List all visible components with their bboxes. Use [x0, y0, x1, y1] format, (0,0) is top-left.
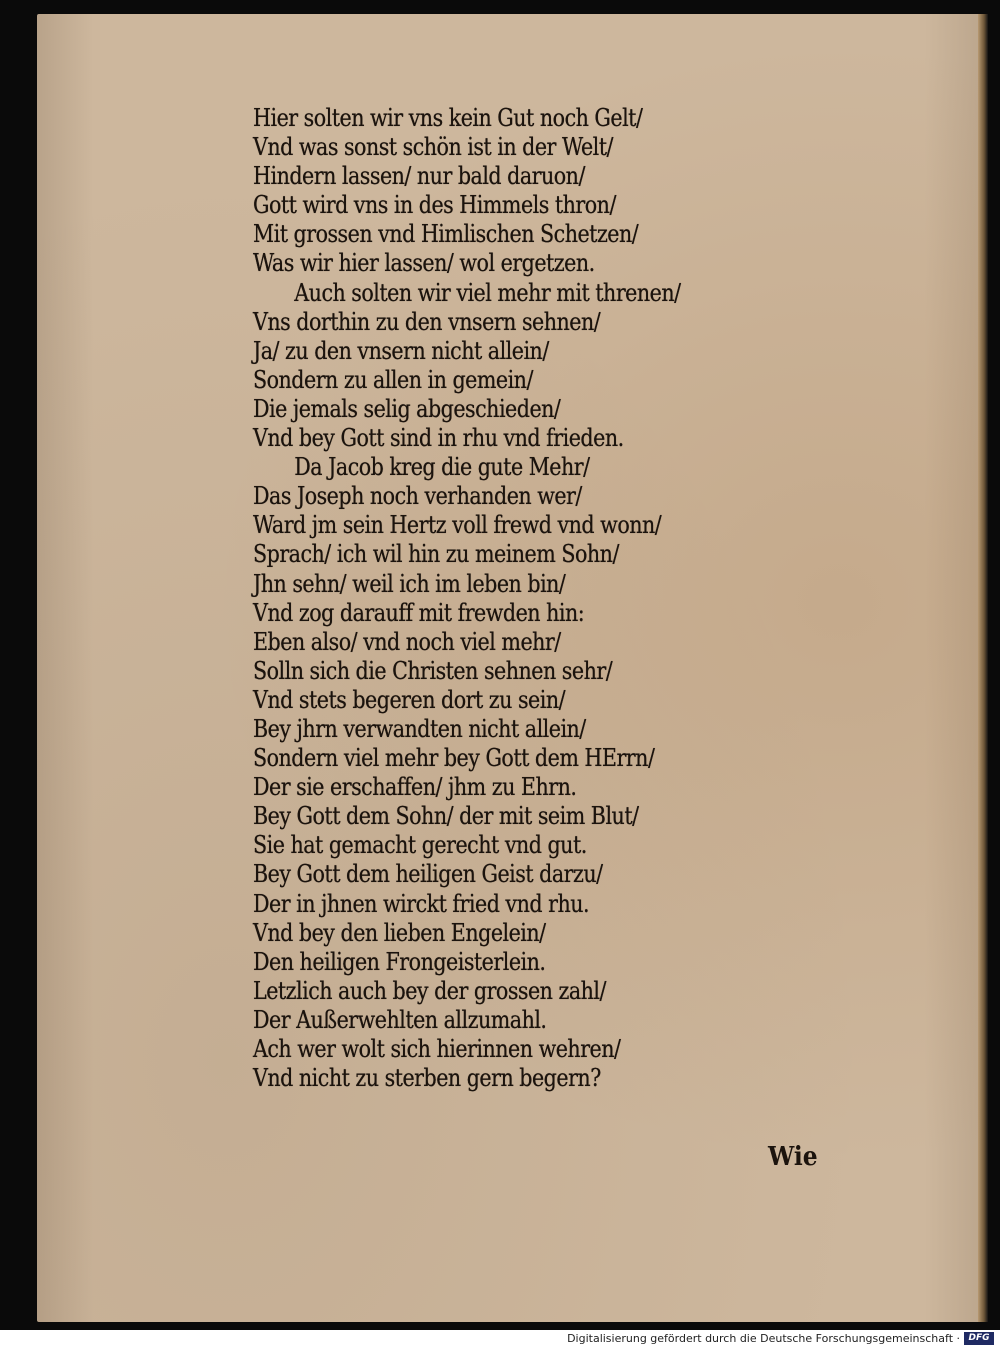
funding-notice: Digitalisierung gefördert durch die Deutsche Forschungsgemeinschaft ·: [567, 1332, 960, 1345]
verse-line: Die jemals selig abgeschieden/: [253, 394, 561, 423]
verse-line: Ach wer wolt sich hierinnen wehren/: [253, 1035, 621, 1063]
verse-line: Vnd zog darauff mit frewden hin:: [253, 598, 585, 627]
verse-line: Da Jacob kreg die gute Mehr/: [294, 453, 590, 482]
verse-line: Letzlich auch bey der grossen zahl/: [253, 976, 606, 1005]
verse-line: Bey jhrn verwandten nicht allein/: [253, 714, 586, 743]
verse-line: Vnd bey den lieben Engelein/: [253, 918, 546, 947]
verse-line: Vnd was sonst schön ist in der Welt/: [253, 133, 613, 162]
verse-line: Ja/ zu den vnsern nicht allein/: [253, 336, 549, 365]
verse-line: Was wir hier lassen/ wol ergetzen.: [253, 249, 595, 278]
verse-line: Gott wird vns in des Himmels thron/: [253, 191, 616, 220]
verse-line: Sondern viel mehr bey Gott dem HErrn/: [253, 744, 655, 773]
verse-line: Vnd bey Gott sind in rhu vnd frieden.: [253, 424, 624, 453]
verse-line: Jhn sehn/ weil ich im leben bin/: [253, 569, 566, 598]
verse-line: Hindern lassen/ nur bald daruon/: [253, 162, 585, 191]
verse-line: Sie hat gemacht gerecht vnd gut.: [253, 831, 587, 860]
verse-line: Mit grossen vnd Himlischen Schetzen/: [253, 220, 639, 249]
verse-line: Sondern zu allen in gemein/: [253, 365, 533, 394]
verse-line: Sprach/ ich wil hin zu meinem Sohn/: [253, 540, 619, 569]
poem-text-block: [253, 104, 773, 1093]
verse-line: Bey Gott dem heiligen Geist darzu/: [253, 860, 603, 889]
verse-line: Das Joseph noch verhanden wer/: [253, 482, 582, 511]
verse-line: Der sie erschaffen/ jhm zu Ehrn.: [253, 773, 577, 802]
dfg-logo: DFG: [964, 1332, 994, 1345]
verse-line: Den heiligen Frongeisterlein.: [253, 947, 546, 976]
verse-line: Vnd stets begeren dort zu sein/: [253, 685, 566, 714]
verse-line: Auch solten wir viel mehr mit threnen/: [294, 278, 681, 307]
verse-line: Eben also/ vnd noch viel mehr/: [253, 627, 561, 656]
verse-line: Bey Gott dem Sohn/ der mit seim Blut/: [253, 802, 639, 831]
catchword: Wie: [768, 1142, 818, 1172]
verse-line: Solln sich die Christen sehnen sehr/: [253, 656, 613, 685]
verse-line: Der Außerwehlten allzumahl.: [253, 1005, 547, 1034]
verse-line: Der in jhnen wirckt fried vnd rhu.: [253, 889, 590, 918]
verse-line: Vns dorthin zu den vnsern sehnen/: [253, 307, 601, 336]
footer-bar: [0, 1330, 1000, 1348]
verse-line: Hier solten wir vns kein Gut noch Gelt/: [253, 104, 643, 132]
page-edge: [978, 14, 988, 1322]
verse-line: Ward jm sein Hertz voll frewd vnd wonn/: [253, 511, 662, 540]
verse-line: Vnd nicht zu sterben gern begern?: [253, 1064, 601, 1093]
